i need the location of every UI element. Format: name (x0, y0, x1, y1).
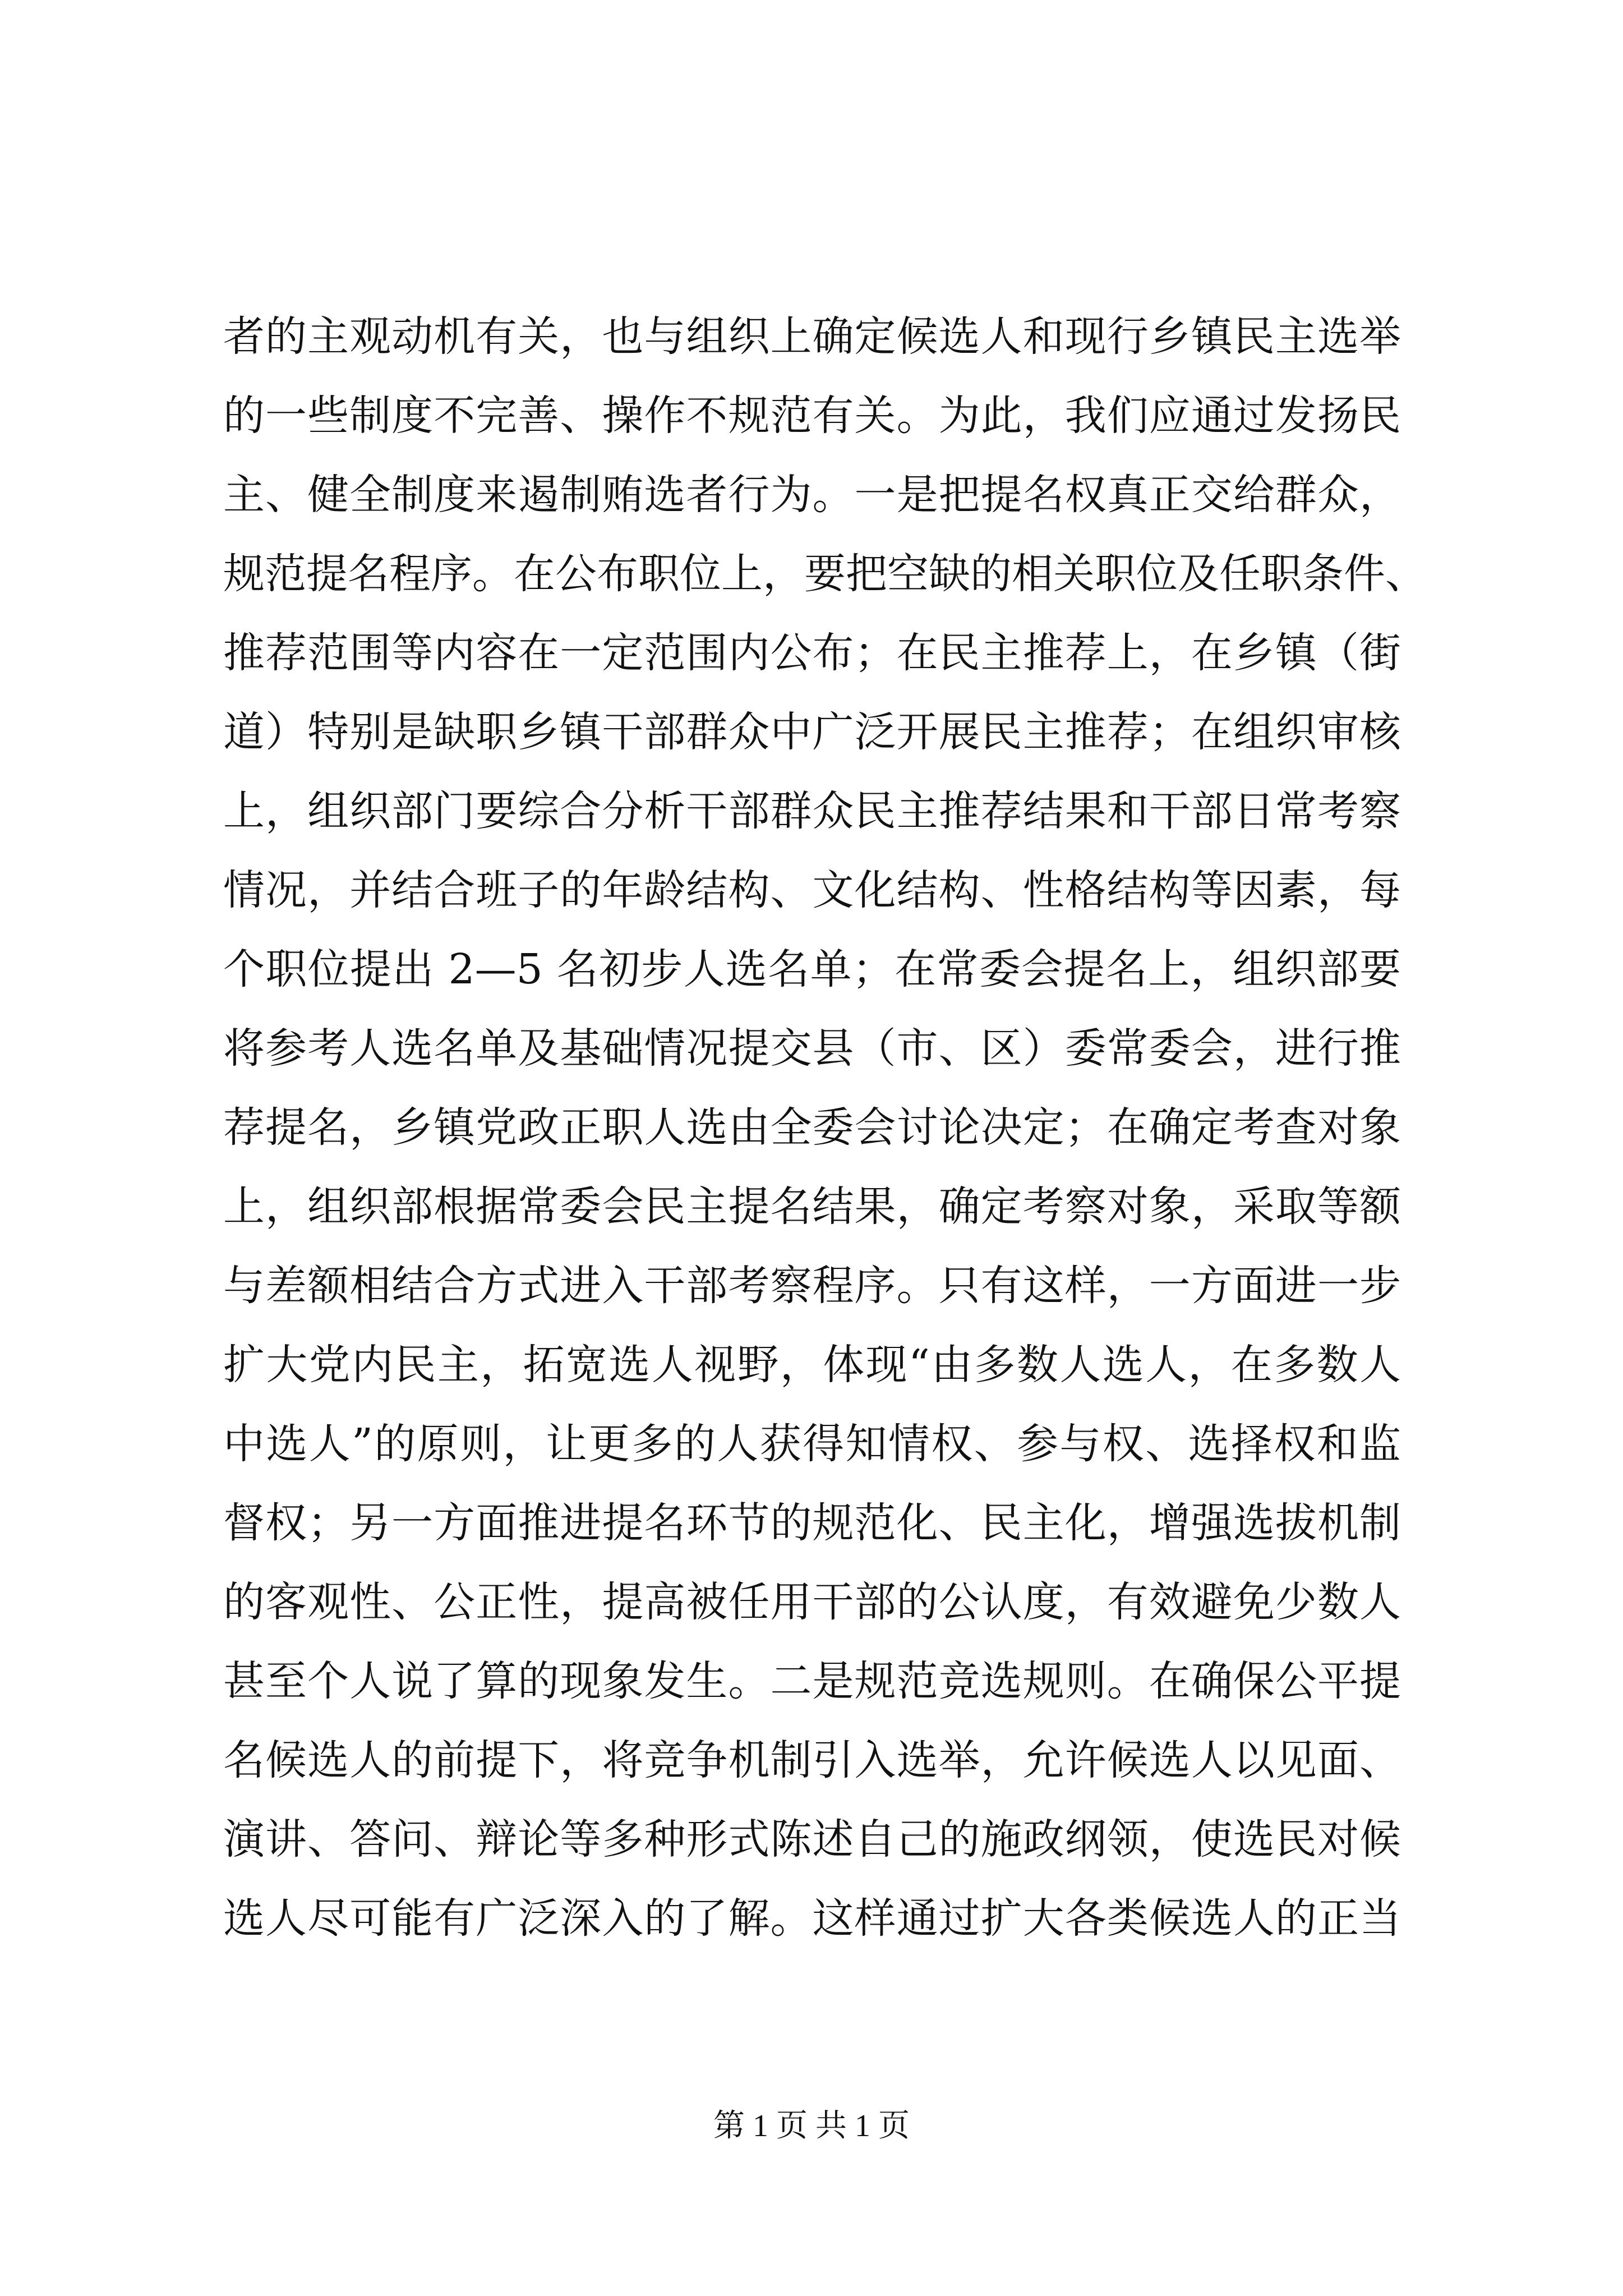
text-line: 选人尽可能有广泛深入的了解。这样通过扩大各类候选人的正当 (223, 1894, 1401, 1943)
text-line: 主、健全制度来遏制贿选者行为。一是把提名权真正交给群众， (223, 471, 1401, 519)
text-line: 推荐范围等内容在一定范围内公布；在民主推荐上，在乡镇（街 (223, 629, 1401, 677)
text-line: 甚至个人说了算的现象发生。二是规范竞选规则。在确保公平提 (223, 1657, 1401, 1705)
text-line: 的一些制度不完善、操作不规范有关。为此，我们应通过发扬民 (223, 392, 1401, 440)
text-line: 扩大党内民主，拓宽选人视野，体现“由多数人选人，在多数人 (223, 1341, 1401, 1389)
text-line: 中选人”的原则，让更多的人获得知情权、参与权、选择权和监 (223, 1420, 1401, 1468)
text-line: 督权；另一方面推进提名环节的规范化、民主化，增强选拔机制 (223, 1499, 1401, 1547)
text-line: 规范提名程序。在公布职位上，要把空缺的相关职位及任职条件、 (223, 550, 1427, 598)
text-line: 上，组织部门要综合分析干部群众民主推荐结果和干部日常考察 (223, 787, 1401, 835)
text-line: 与差额相结合方式进入干部考察程序。只有这样，一方面进一步 (223, 1262, 1401, 1310)
text-line: 者的主观动机有关，也与组织上确定候选人和现行乡镇民主选举 (223, 312, 1401, 361)
text-line: 个职位提出 2—5 名初步人选名单；在常委会提名上，组织部要 (223, 945, 1401, 993)
text-line: 道）特别是缺职乡镇干部群众中广泛开展民主推荐；在组织审核 (223, 708, 1401, 756)
text-line: 将参考人选名单及基础情况提交县（市、区）委常委会，进行推 (223, 1024, 1401, 1073)
text-line: 名候选人的前提下，将竞争机制引入选举，允许候选人以见面、 (223, 1736, 1401, 1784)
text-line: 的客观性、公正性，提高被任用干部的公认度，有效避免少数人 (223, 1578, 1401, 1626)
body-text (223, 309, 1427, 1970)
text-line: 情况，并结合班子的年龄结构、文化结构、性格结构等因素，每 (223, 866, 1401, 914)
text-line: 演讲、答问、辩论等多种形式陈述自己的施政纲领，使选民对候 (223, 1815, 1401, 1864)
page-number-label: 第 1 页 共 1 页 (713, 2109, 910, 2143)
page-footer (0, 2106, 1623, 2146)
text-line: 上，组织部根据常委会民主提名结果，确定考察对象，采取等额 (223, 1182, 1401, 1231)
text-line: 荐提名，乡镇党政正职人选由全委会讨论决定；在确定考查对象 (223, 1103, 1401, 1152)
